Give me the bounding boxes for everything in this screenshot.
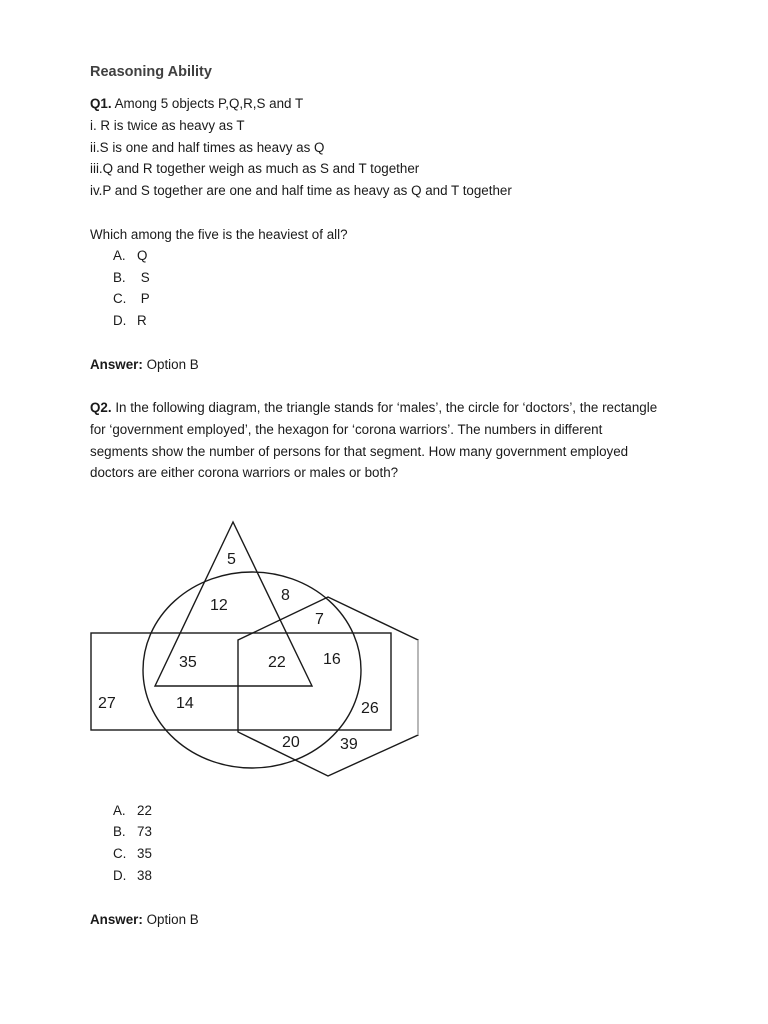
option-letter: B.	[113, 824, 126, 839]
segment-number: 35	[179, 654, 197, 671]
option-letter: C.	[113, 846, 127, 861]
q1-statement: i. R is twice as heavy as T	[90, 118, 245, 133]
segment-number: 27	[98, 695, 116, 712]
segment-number: 39	[340, 736, 358, 753]
option-text: S	[137, 270, 150, 285]
segment-number: 14	[176, 695, 194, 712]
q1-option-b	[113, 269, 150, 287]
section-heading: Reasoning Ability	[90, 64, 212, 80]
q1-statement: iv.P and S together are one and half time as heavy as Q and T together	[90, 183, 512, 198]
q2-body: In the following diagram, the triangle stands for ‘males’, the circle for ‘doctors’, the rectangle for ‘government employed’, the hexagon for ‘corona warriors’. The numbers in different segments show the number of persons for that segment. How many government employed doctors are either corona warriors or males or both?	[90, 400, 658, 481]
rectangle-shape	[91, 633, 391, 730]
q1-answer	[90, 356, 199, 374]
q1-statement: iii.Q and R together weigh as much as S and T together	[90, 161, 420, 176]
segment-number: 12	[210, 597, 228, 614]
option-letter: A.	[113, 803, 126, 818]
q1-option-c	[113, 290, 150, 308]
segment-number: 22	[268, 654, 286, 671]
option-text: Q	[137, 248, 148, 263]
segment-number: 16	[323, 651, 341, 668]
q1-option-d	[113, 312, 147, 330]
option-letter: D.	[113, 313, 127, 328]
q1-question: Which among the five is the heaviest of all?	[90, 227, 348, 242]
q1-label: Q1.	[90, 96, 112, 111]
venn-diagram	[90, 520, 420, 778]
q2-option-d	[113, 867, 152, 885]
q1-statement: ii.S is one and half times as heavy as Q	[90, 140, 325, 155]
q1-intro-line	[90, 95, 303, 113]
q2-option-b	[113, 823, 152, 841]
answer-text: Option B	[146, 912, 199, 927]
q2-answer	[90, 911, 199, 929]
option-letter: D.	[113, 868, 127, 883]
q2-text	[90, 397, 660, 484]
answer-text: Option B	[146, 357, 199, 372]
segment-number: 8	[281, 587, 290, 604]
option-text: R	[137, 313, 147, 328]
option-text: 35	[137, 846, 152, 861]
answer-label: Answer:	[90, 912, 143, 927]
option-text: P	[137, 291, 150, 306]
option-text: 73	[137, 824, 152, 839]
q1-option-a	[113, 247, 147, 265]
q1-intro: Among 5 objects P,Q,R,S and T	[114, 96, 304, 111]
option-letter: C.	[113, 291, 127, 306]
segment-number: 20	[282, 734, 300, 751]
segment-number: 26	[361, 700, 379, 717]
segment-number: 7	[315, 611, 324, 628]
option-letter: A.	[113, 248, 126, 263]
q2-label: Q2.	[90, 400, 112, 415]
segment-number: 5	[227, 551, 236, 568]
q2-option-a	[113, 802, 152, 820]
option-letter: B.	[113, 270, 126, 285]
q2-option-c	[113, 845, 152, 863]
option-text: 38	[137, 868, 152, 883]
answer-label: Answer:	[90, 357, 143, 372]
option-text: 22	[137, 803, 152, 818]
